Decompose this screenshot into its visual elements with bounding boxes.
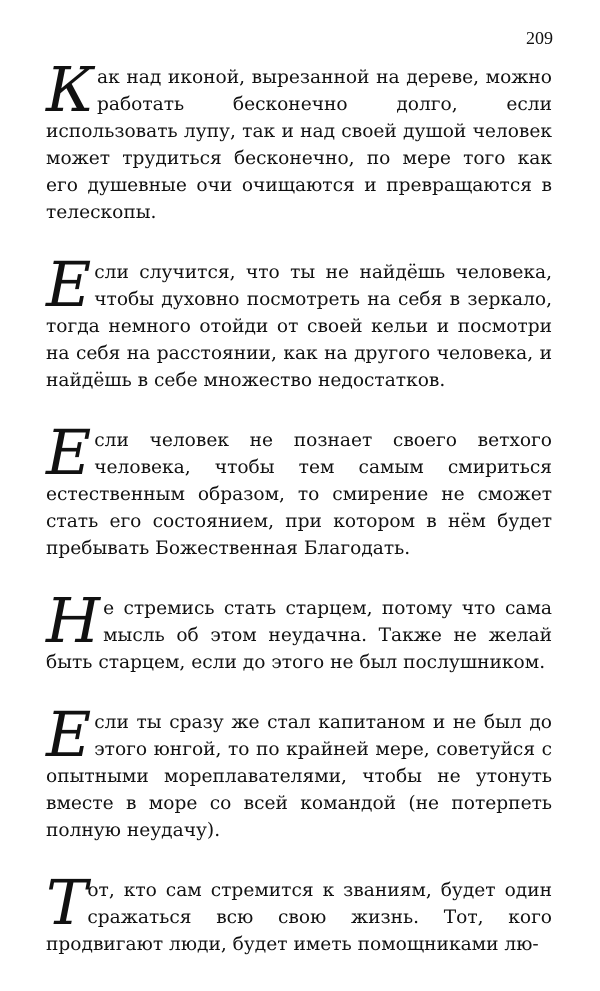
paragraph-4-text: е стремись стать старцем, потому что сама мысль об этом неудачна. Также не желай быть старцем, если до этого не был послушником. xyxy=(46,598,552,673)
paragraph-5 xyxy=(46,698,552,844)
paragraph-4 xyxy=(46,584,552,676)
page-number: 209 xyxy=(526,28,553,48)
drop-cap-2: Е xyxy=(46,248,92,321)
drop-cap-6: Т xyxy=(46,866,82,939)
drop-cap-5: Е xyxy=(46,698,92,771)
paragraph-3-text: сли человек не познает своего ветхого человека, чтобы тем самым смириться естественным образом, то смирение не сможет стать его состоянием, при котором в нём будет пребывать Божественная Благодать. xyxy=(46,430,552,559)
paragraph-1-text: ак над иконой, вырезанной на дереве, можно работать бесконечно долго, если использовать лупу, так и над своей душой человек может трудиться бесконечно, по мере того как его душевные очи очищаются и превращаются в телескопы. xyxy=(46,67,552,223)
paragraph-2-text: сли случится, что ты не найдёшь человека, чтобы духовно посмотреть на себя в зеркало, тогда немного отойди от своей кельи и посмотри на себя на расстоянии, как на другого человека, и найдёшь в себе множество недостатков. xyxy=(46,262,552,391)
page-body xyxy=(46,53,552,991)
paragraph-1 xyxy=(46,53,552,226)
drop-cap-3: Е xyxy=(46,416,92,489)
paragraph-3 xyxy=(46,416,552,562)
paragraph-2 xyxy=(46,248,552,394)
drop-cap-1: К xyxy=(46,53,94,126)
paragraph-5-text: сли ты сразу же стал капитаном и не был до этого юнгой, то по крайней мере, советуйся с опытными мореплавателями, чтобы не утонуть вместе в море со всей командой (не потерпеть полную неудачу). xyxy=(46,712,552,841)
paragraph-6 xyxy=(46,866,552,958)
paragraph-6-text: от, кто сам стремится к званиям, будет один сражаться всю свою жизнь. Тот, кого продвигают люди, будет иметь помощниками лю- xyxy=(46,880,552,955)
drop-cap-4: Н xyxy=(46,584,101,657)
